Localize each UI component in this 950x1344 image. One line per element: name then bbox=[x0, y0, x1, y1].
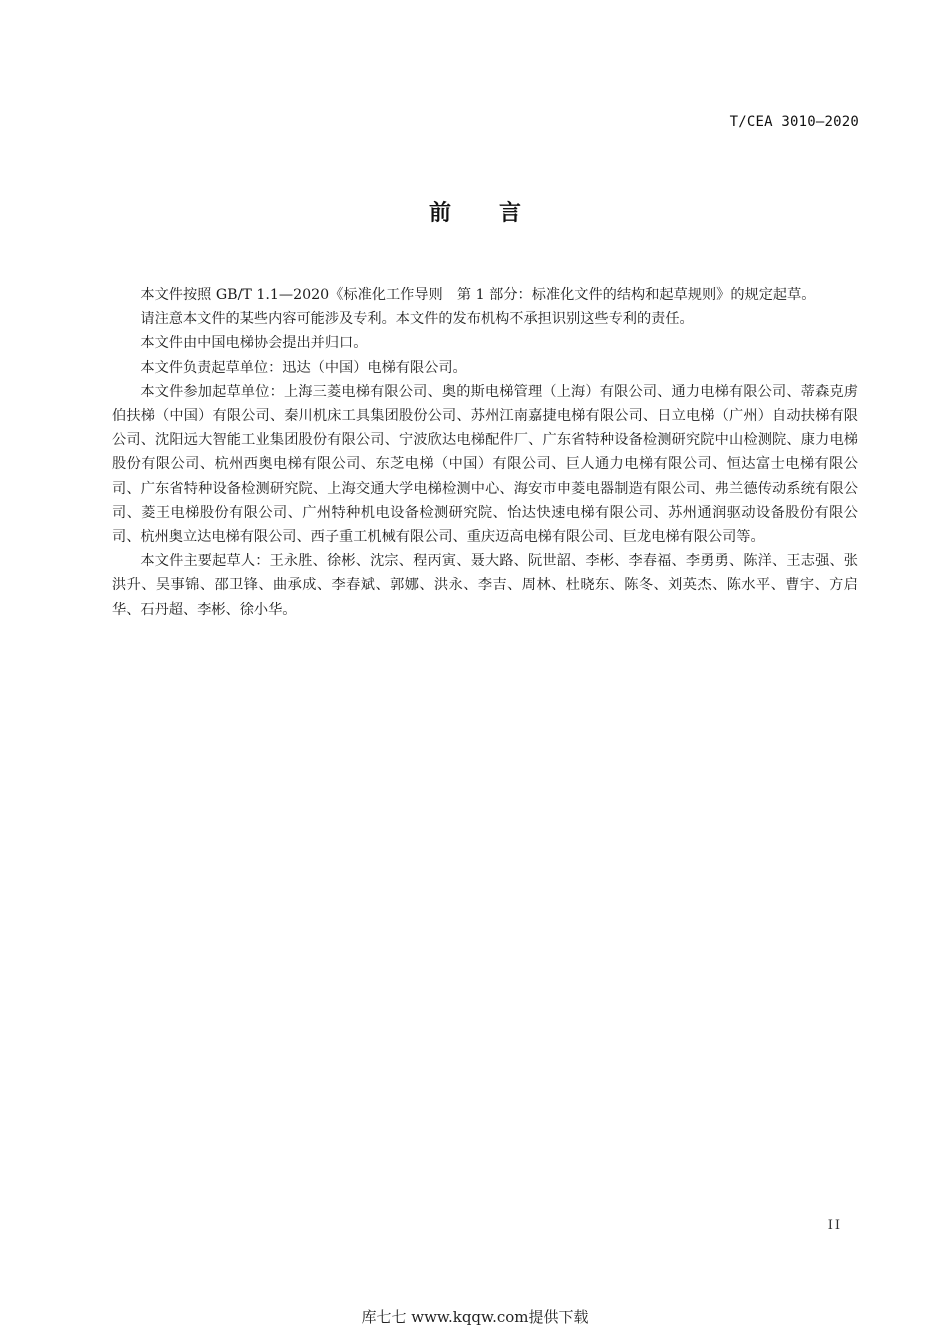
footer-watermark: 库七七 www.kqqw.com提供下载 bbox=[361, 1308, 589, 1326]
paragraph-proposer: 本文件由中国电梯协会提出并归口。 bbox=[140, 335, 368, 352]
page-number: II bbox=[827, 1218, 842, 1233]
paragraph-lead-drafter: 本文件负责起草单位：迅达（中国）电梯有限公司。 bbox=[140, 359, 467, 376]
paragraph-drafting-rules: 本文件按照 GB/T 1.1—2020《标准化工作导则 第 1 部分：标准化文件的结构和起草规则》的规定起草。 bbox=[140, 287, 816, 303]
paragraph-patent-notice: 请注意本文件的某些内容可能涉及专利。本文件的发布机构不承担识别这些专利的责任。 bbox=[140, 311, 694, 328]
foreword-body bbox=[112, 283, 858, 622]
paragraph-main-drafters: 本文件主要起草人：王永胜、徐彬、沈宗、程丙寅、聂大路、阮世韶、李彬、李春福、李勇勇、陈洋、王志强、张洪升、吴事锦、邵卫锋、曲承成、李春斌、郭娜、洪永、李吉、周林、杜晓东、陈冬、刘英杰、陈水平、曹宇、方启华、石丹超、李彬、徐小华。 bbox=[112, 553, 858, 618]
paragraph-participating-units: 本文件参加起草单位：上海三菱电梯有限公司、奥的斯电梯管理（上海）有限公司、通力电梯有限公司、蒂森克虏伯扶梯（中国）有限公司、秦川机床工具集团股份公司、苏州江南嘉捷电梯有限公司、日立电梯（广州）自动扶梯有限公司、沈阳远大智能工业集团股份有限公司、宁波欣达电梯配件厂、广东省特种设备检测研究院中山检测院、康力电梯股份有限公司、杭州西奥电梯有限公司、东芝电梯（中国）有限公司、巨人通力电梯有限公司、恒达富士电梯有限公司、广东省特种设备检测研究院、上海交通大学电梯检测中心、海安市申菱电器制造有限公司、弗兰德传动系统有限公司、菱王电梯股份有限公司、广州特种机电设备检测研究院、怡达快速电梯有限公司、苏州通润驱动设备股份有限公司、杭州奥立达电梯有限公司、西子重工机械有限公司、重庆迈高电梯有限公司、巨龙电梯有限公司等。 bbox=[112, 383, 858, 546]
document-code: T/CEA 3010—2020 bbox=[729, 114, 859, 130]
page-title: 前言 bbox=[428, 201, 569, 226]
